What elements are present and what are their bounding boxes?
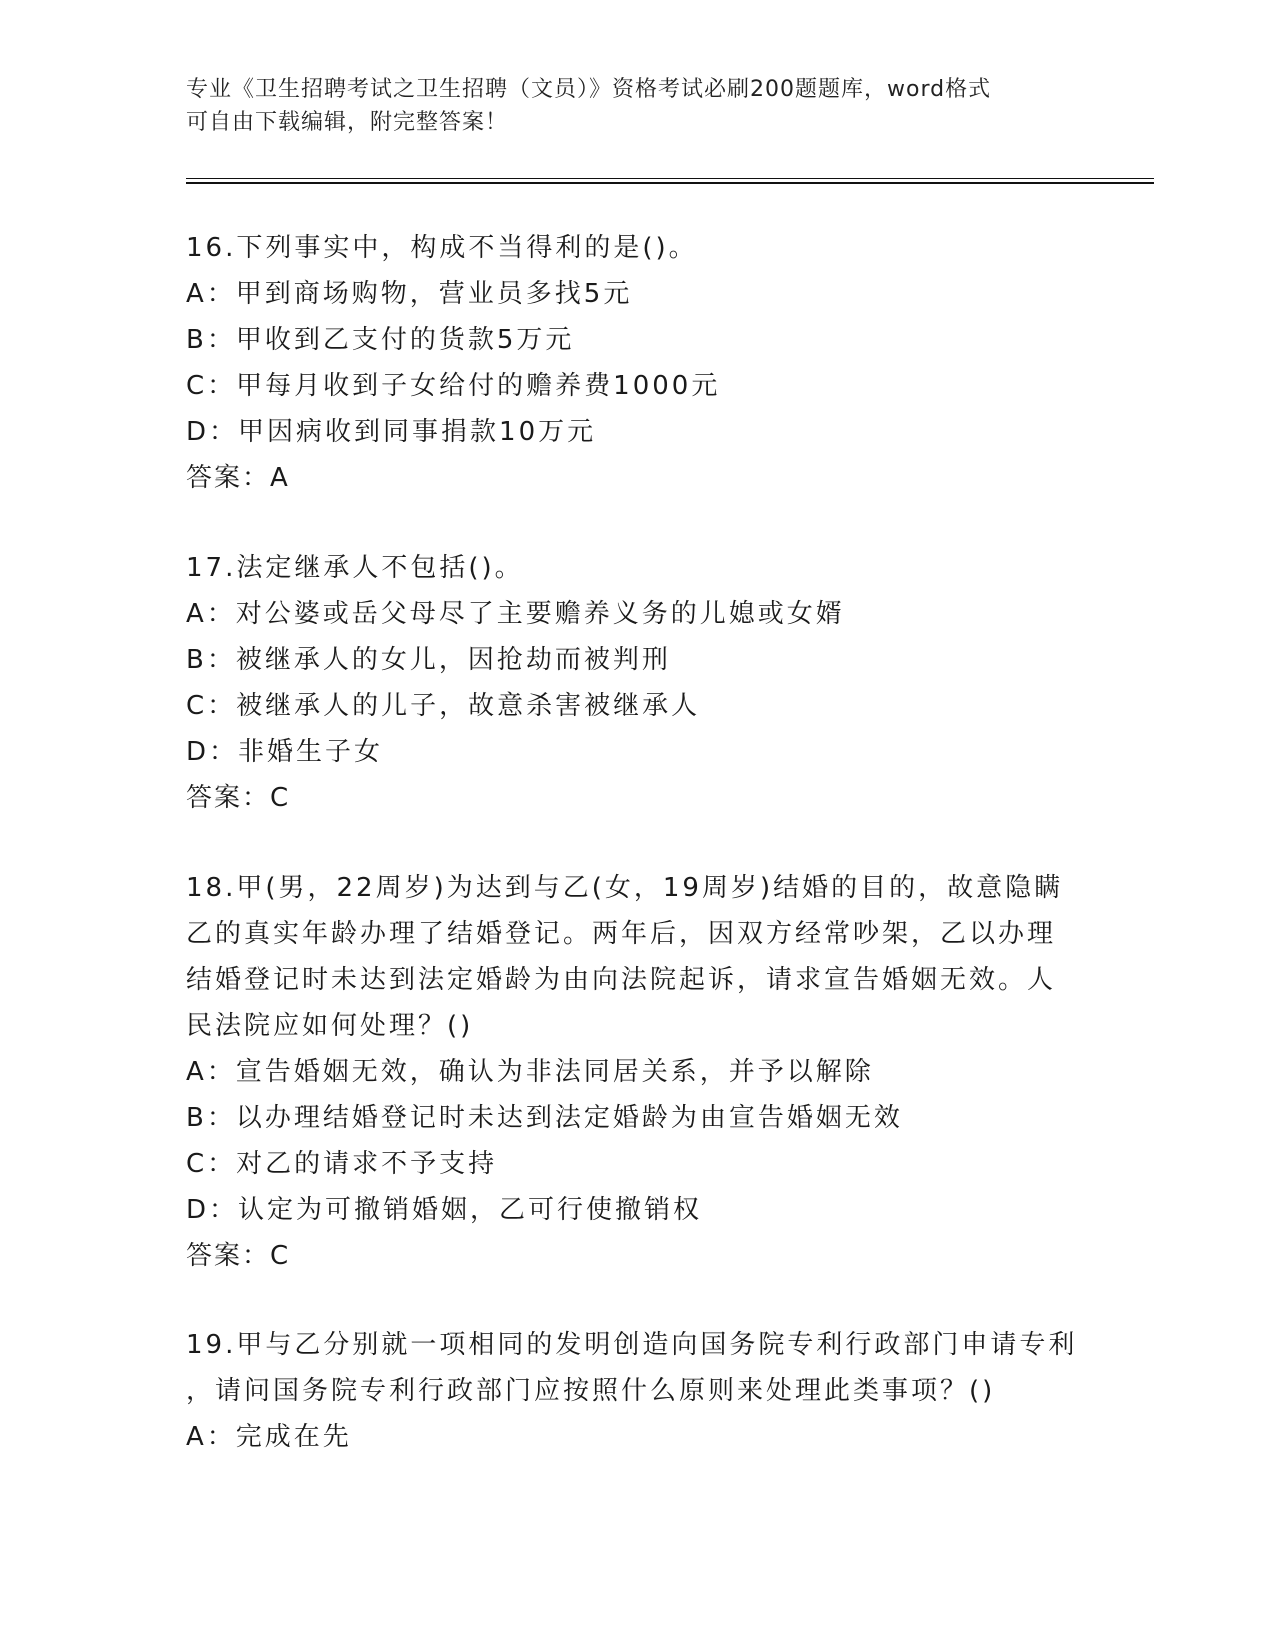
question-19	[186, 1322, 1086, 1460]
option-b: B：甲收到乙支付的货款5万元	[186, 325, 575, 355]
question-stem-line-3: 结婚登记时未达到法定婚龄为由向法院起诉，请求宣告婚姻无效。人	[186, 965, 1057, 995]
question-stem-line-1: 19.甲与乙分别就一项相同的发明创造向国务院专利行政部门申请专利	[186, 1330, 1078, 1360]
option-a: A：宣告婚姻无效，确认为非法同居关系，并予以解除	[186, 1057, 874, 1087]
option-c: C：对乙的请求不予支持	[186, 1149, 498, 1179]
question-stem: 17.法定继承人不包括()。	[186, 553, 524, 583]
option-a: A：对公婆或岳父母尽了主要赡养义务的儿媳或女婿	[186, 599, 845, 629]
header-line-1: 专业《卫生招聘考试之卫生招聘（文员）》资格考试必刷200题题库，word格式	[186, 77, 992, 102]
option-c: C：被继承人的儿子，故意杀害被继承人	[186, 691, 701, 721]
question-stem-line-2: ，请问国务院专利行政部门应按照什么原则来处理此类事项？()	[186, 1376, 996, 1406]
question-17	[186, 545, 1086, 821]
question-stem: 16.下列事实中，构成不当得利的是()。	[186, 233, 698, 263]
question-stem-line-4: 民法院应如何处理？()	[186, 1011, 474, 1041]
header-line-2: 可自由下载编辑，附完整答案！	[186, 110, 509, 135]
header-divider-top	[186, 178, 1154, 179]
question-18	[186, 865, 1086, 1279]
question-16	[186, 225, 1086, 501]
option-d: D：非婚生子女	[186, 737, 384, 767]
option-a: A：完成在先	[186, 1422, 352, 1452]
answer: 答案：C	[186, 1241, 291, 1271]
header-divider-bottom	[186, 182, 1154, 184]
question-stem-line-1: 18.甲(男，22周岁)为达到与乙(女，19周岁)结婚的目的，故意隐瞒	[186, 873, 1064, 903]
option-d: D：甲因病收到同事捐款10万元	[186, 417, 597, 447]
option-d: D：认定为可撤销婚姻，乙可行使撤销权	[186, 1195, 703, 1225]
option-b: B：被继承人的女儿，因抢劫而被判刑	[186, 645, 671, 675]
option-a: A：甲到商场购物，营业员多找5元	[186, 279, 633, 309]
question-stem-line-2: 乙的真实年龄办理了结婚登记。两年后，因双方经常吵架，乙以办理	[186, 919, 1057, 949]
answer: 答案：C	[186, 783, 291, 813]
option-c: C：甲每月收到子女给付的赡养费1000元	[186, 371, 721, 401]
document-header	[186, 73, 1086, 139]
answer: 答案：A	[186, 463, 290, 493]
option-b: B：以办理结婚登记时未达到法定婚龄为由宣告婚姻无效	[186, 1103, 903, 1133]
